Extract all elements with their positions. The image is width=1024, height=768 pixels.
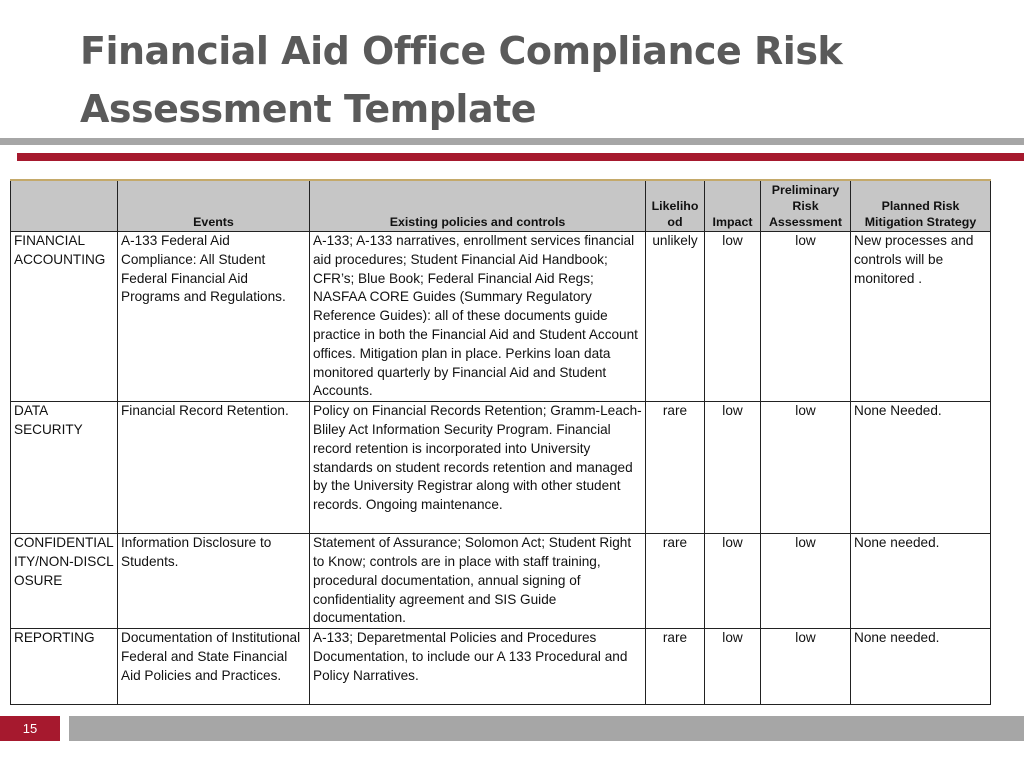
cell-mitigation: None needed. — [851, 534, 991, 629]
cell-policies: A-133; A-133 narratives, enrollment services financial aid procedures; Student Financial Aid Handbook; CFR’s; Blue Book; Federal Financial Aid Regs; NASFAA CORE Guides (Summary Regulatory Reference Guides): all of these documents guide practice in both the Financial Aid and Student Account offices. Mitigation plan in place. Perkins loan data monitored quarterly by Financial Aid and Student Accounts. — [310, 232, 646, 402]
table-row — [11, 629, 991, 705]
cell-likelihood: unlikely — [646, 232, 705, 402]
slide-number: 15 — [0, 716, 60, 741]
cell-likelihood: rare — [646, 402, 705, 534]
cell-impact: low — [705, 402, 761, 534]
cell-policies: Policy on Financial Records Retention; Gramm-Leach-Bliley Act Information Security Program. Financial record retention is incorporated into University standards on student records retention and managed by the University Registrar along with other student records. Ongoing maintenance. — [310, 402, 646, 534]
header-preliminary-risk: Preliminary Risk Assessment — [761, 180, 851, 232]
cell-preliminary-risk: low — [761, 402, 851, 534]
cell-likelihood: rare — [646, 534, 705, 629]
table-header-row — [11, 180, 991, 232]
header-likelihood: Likeliho od — [646, 180, 705, 232]
table-row — [11, 232, 991, 402]
header-impact: Impact — [705, 180, 761, 232]
header-area — [11, 180, 118, 232]
table-row — [11, 534, 991, 629]
cell-area: CONFIDENTIALITY/NON-DISCLOSURE — [11, 534, 118, 629]
cell-likelihood: rare — [646, 629, 705, 705]
cell-policies: Statement of Assurance; Solomon Act; Student Right to Know; controls are in place with staff training, procedural documentation, annual signing of confidentiality agreement and SIS Guide documentation. — [310, 534, 646, 629]
cell-event: Documentation of Institutional Federal and State Financial Aid Policies and Practices. — [118, 629, 310, 705]
slide-title-line-2: Assessment Template — [80, 87, 537, 131]
cell-event: Information Disclosure to Students. — [118, 534, 310, 629]
table-row — [11, 402, 991, 534]
cell-impact: low — [705, 232, 761, 402]
cell-area: DATA SECURITY — [11, 402, 118, 534]
cell-area: FINANCIAL ACCOUNTING — [11, 232, 118, 402]
risk-assessment-table — [10, 179, 991, 705]
cell-preliminary-risk: low — [761, 629, 851, 705]
cell-impact: low — [705, 534, 761, 629]
title-divider-gray — [0, 138, 1024, 145]
header-events: Events — [118, 180, 310, 232]
title-divider-red — [17, 153, 1024, 161]
cell-impact: low — [705, 629, 761, 705]
cell-preliminary-risk: low — [761, 232, 851, 402]
cell-mitigation: New processes and controls will be monitored . — [851, 232, 991, 402]
footer-bar — [69, 716, 1024, 741]
header-mitigation: Planned Risk Mitigation Strategy — [851, 180, 991, 232]
slide-title-line-1: Financial Aid Office Compliance Risk — [80, 29, 843, 73]
cell-mitigation: None needed. — [851, 629, 991, 705]
cell-mitigation: None Needed. — [851, 402, 991, 534]
cell-area: REPORTING — [11, 629, 118, 705]
cell-policies: A-133; Deparetmental Policies and Procedures Documentation, to include our A 133 Procedural and Policy Narratives. — [310, 629, 646, 705]
cell-event: Financial Record Retention. — [118, 402, 310, 534]
slide-title — [80, 22, 980, 138]
header-policies: Existing policies and controls — [310, 180, 646, 232]
cell-event: A-133 Federal Aid Compliance: All Student Federal Financial Aid Programs and Regulations. — [118, 232, 310, 402]
cell-preliminary-risk: low — [761, 534, 851, 629]
